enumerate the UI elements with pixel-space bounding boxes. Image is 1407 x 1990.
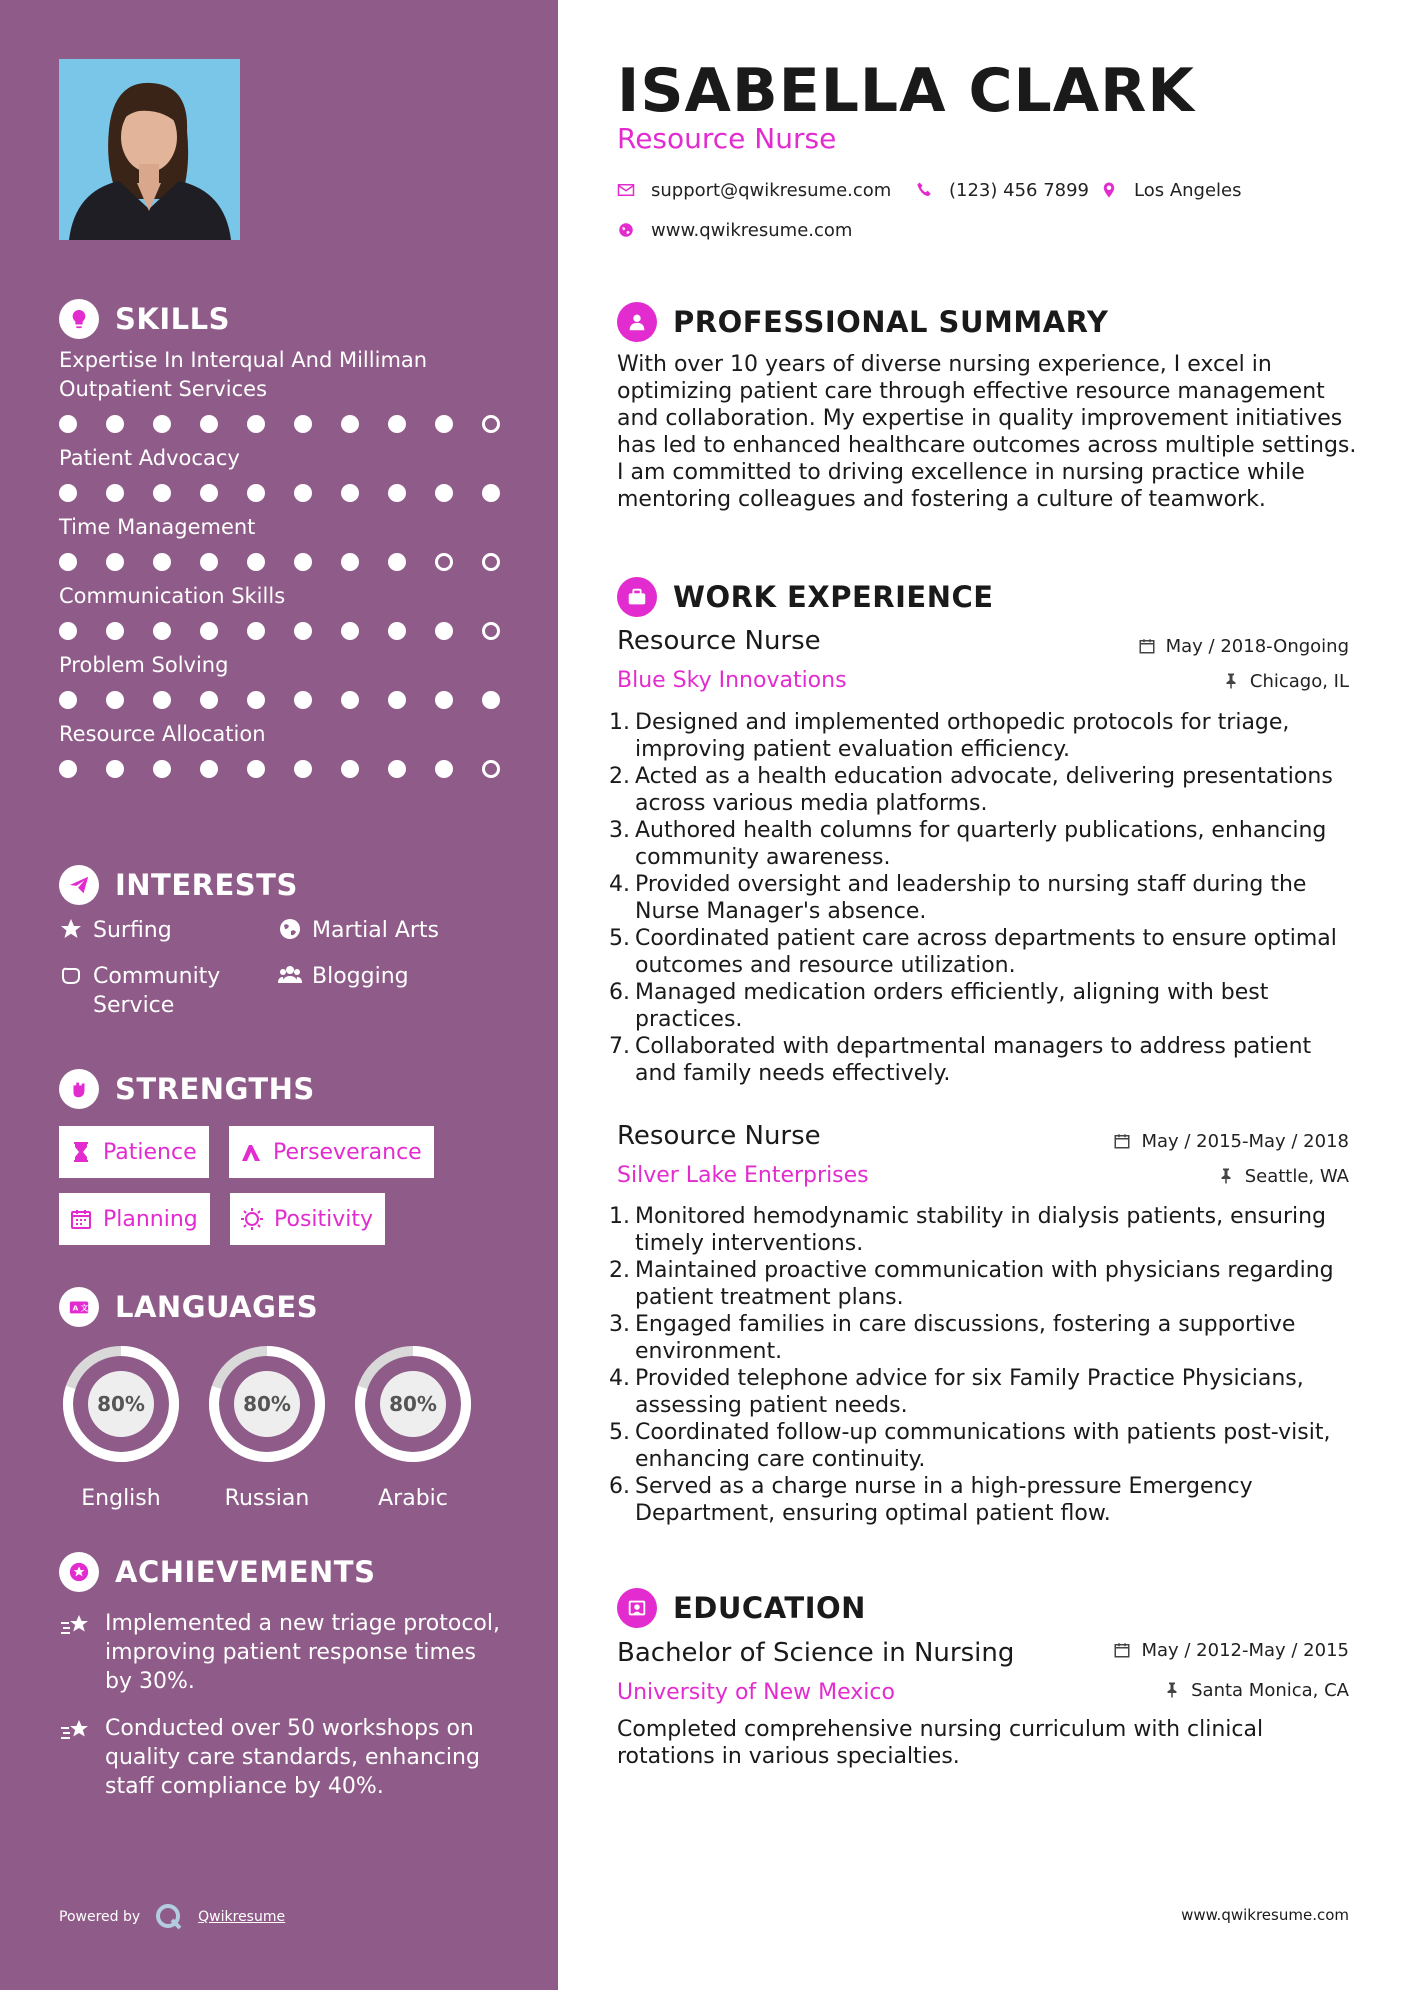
sun-icon bbox=[240, 1207, 264, 1231]
school-name: University of New Mexico bbox=[617, 1680, 895, 1705]
rating-dot bbox=[153, 622, 171, 640]
rating-dot bbox=[59, 415, 77, 433]
strengths-title: STRENGTHS bbox=[115, 1072, 315, 1106]
experience-header: WORK EXPERIENCE bbox=[617, 574, 994, 620]
interest-item: Blogging bbox=[278, 962, 409, 991]
summary-text: With over 10 years of diverse nursing experience, I excel in optimizing patient care through effective resource management and collaboration. My expertise in quality improvement initiatives has led to enhanced healthcare outcomes across multiple settings. I am committed to driving excellence in nursing practice while mentoring colleagues and fostering a culture of teamwork. bbox=[617, 352, 1357, 512]
phone-icon bbox=[915, 181, 935, 201]
rating-dot bbox=[341, 760, 359, 778]
rating-dot bbox=[294, 484, 312, 502]
skills-section bbox=[59, 296, 509, 779]
contact-location: Los Angeles bbox=[1100, 180, 1242, 201]
paper-plane-icon bbox=[59, 865, 99, 905]
lightbulb-icon bbox=[59, 299, 99, 339]
achievement-item bbox=[59, 1714, 509, 1801]
rating-dot bbox=[200, 691, 218, 709]
rating-dot bbox=[59, 553, 77, 571]
rating-dot bbox=[341, 691, 359, 709]
interest-item: Community Service bbox=[59, 962, 259, 1020]
skill-item bbox=[59, 444, 509, 503]
rating-dot bbox=[200, 484, 218, 502]
rating-dot bbox=[247, 415, 265, 433]
calendar-icon bbox=[1138, 637, 1158, 657]
job-company: Blue Sky Innovations bbox=[617, 668, 847, 693]
strength-chip-perseverance: Perseverance bbox=[229, 1126, 434, 1178]
strength-chip-planning: Planning bbox=[59, 1193, 210, 1245]
duty-item: 7. Collaborated with departmental managers to address patient and family needs effectively. bbox=[609, 1034, 1312, 1086]
language-item bbox=[59, 1342, 183, 1511]
rating-dot bbox=[247, 691, 265, 709]
rating-dot bbox=[482, 622, 500, 640]
job-duties bbox=[609, 709, 1359, 1087]
hourglass-icon bbox=[69, 1140, 93, 1164]
duty-item: 1. Monitored hemodynamic stability in dialysis patients, ensuring timely interventions. bbox=[609, 1204, 1327, 1256]
rating-dot bbox=[106, 415, 124, 433]
strength-chip-patience: Patience bbox=[59, 1126, 209, 1178]
map-pin-icon bbox=[1100, 181, 1120, 201]
pushpin-icon bbox=[1163, 1681, 1183, 1701]
skill-name: Time Management bbox=[59, 515, 256, 539]
rating-dot bbox=[388, 622, 406, 640]
rating-dot bbox=[106, 484, 124, 502]
person-icon bbox=[59, 59, 240, 240]
shooting-star-icon bbox=[59, 1611, 93, 1641]
rating-dot bbox=[200, 622, 218, 640]
qwikresume-logo-icon bbox=[154, 1902, 184, 1932]
rating-dot bbox=[106, 691, 124, 709]
job-duties bbox=[609, 1203, 1359, 1527]
skill-name: Communication Skills bbox=[59, 584, 286, 608]
interests-section bbox=[59, 862, 509, 1046]
profile-photo bbox=[59, 59, 240, 240]
skill-item bbox=[59, 720, 509, 779]
pushpin-icon bbox=[1217, 1167, 1237, 1187]
skill-name: Patient Advocacy bbox=[59, 446, 240, 470]
rating-dot bbox=[200, 415, 218, 433]
rating-dot bbox=[59, 760, 77, 778]
skill-rating bbox=[59, 621, 509, 641]
rating-dot bbox=[106, 622, 124, 640]
rating-dot bbox=[294, 760, 312, 778]
rating-dot bbox=[482, 553, 500, 571]
award-star-icon bbox=[59, 1552, 99, 1592]
rating-dot bbox=[247, 760, 265, 778]
job-company: Silver Lake Enterprises bbox=[617, 1163, 869, 1188]
skill-name: Expertise In Interqual And Milliman Outpatient Services bbox=[59, 348, 428, 401]
rating-dot bbox=[388, 484, 406, 502]
rating-dot bbox=[435, 622, 453, 640]
skill-item bbox=[59, 651, 509, 710]
pushpin-icon bbox=[1222, 672, 1242, 692]
duty-item: 4. Provided oversight and leadership to nursing staff during the Nurse Manager's absence. bbox=[609, 872, 1307, 924]
envelope-icon bbox=[617, 181, 637, 201]
rating-dot bbox=[435, 484, 453, 502]
duty-item: 6. Served as a charge nurse in a high-pressure Emergency Department, ensuring optimal patient flow. bbox=[609, 1474, 1253, 1526]
rating-dot bbox=[59, 622, 77, 640]
rating-dot bbox=[435, 760, 453, 778]
achievements-section bbox=[59, 1549, 509, 1801]
globe-icon bbox=[617, 221, 637, 241]
achievements-title: ACHIEVEMENTS bbox=[115, 1555, 376, 1589]
user-icon bbox=[617, 302, 657, 342]
rating-dot bbox=[59, 484, 77, 502]
sidebar bbox=[0, 0, 558, 1990]
skill-item bbox=[59, 513, 509, 572]
powered-by: Powered by Qwikresume bbox=[59, 1902, 285, 1932]
rating-dot bbox=[482, 760, 500, 778]
rating-dot bbox=[200, 553, 218, 571]
degree-title: Bachelor of Science in Nursing bbox=[617, 1638, 1015, 1668]
duty-item: 5. Coordinated follow-up communications with patients post-visit, enhancing care continuity. bbox=[609, 1420, 1331, 1472]
interests-title: INTERESTS bbox=[115, 868, 298, 902]
rating-dot bbox=[435, 691, 453, 709]
star-icon bbox=[59, 917, 85, 943]
candidate-name: ISABELLA CLARK bbox=[617, 56, 1195, 126]
interest-item: Surfing bbox=[59, 916, 172, 945]
summary-header: PROFESSIONAL SUMMARY bbox=[617, 299, 1108, 345]
hiker-icon bbox=[239, 1140, 263, 1164]
rating-dot bbox=[388, 553, 406, 571]
skill-rating bbox=[59, 690, 509, 710]
achievement-text: Conducted over 50 workshops on quality care standards, enhancing staff compliance by 40%. bbox=[105, 1716, 480, 1799]
duty-item: 6. Managed medication orders efficiently, aligning with best practices. bbox=[609, 980, 1269, 1032]
skill-rating bbox=[59, 483, 509, 503]
rating-dot bbox=[341, 415, 359, 433]
duty-item: 3. Engaged families in care discussions, fostering a supportive environment. bbox=[609, 1312, 1296, 1364]
footer-website[interactable]: www.qwikresume.com bbox=[1181, 1906, 1349, 1924]
language-percent: 80% bbox=[97, 1392, 145, 1416]
rating-dot bbox=[200, 760, 218, 778]
calendar-icon bbox=[1113, 1641, 1133, 1661]
skills-title: SKILLS bbox=[115, 302, 230, 336]
skill-name: Resource Allocation bbox=[59, 722, 266, 746]
users-icon bbox=[278, 963, 304, 989]
language-name: Arabic bbox=[378, 1486, 448, 1511]
language-icon bbox=[59, 1287, 99, 1327]
skill-item bbox=[59, 346, 509, 434]
rating-dot bbox=[341, 622, 359, 640]
rating-dot bbox=[435, 415, 453, 433]
rating-dot bbox=[247, 484, 265, 502]
rating-dot bbox=[482, 415, 500, 433]
language-item bbox=[205, 1342, 329, 1511]
shooting-star-icon bbox=[59, 1716, 93, 1746]
rating-dot bbox=[247, 553, 265, 571]
skill-rating bbox=[59, 414, 509, 434]
rating-dot bbox=[482, 691, 500, 709]
qwikresume-link[interactable]: Qwikresume bbox=[198, 1909, 286, 1925]
job-title: Resource Nurse bbox=[617, 626, 821, 656]
contact-phone[interactable]: (123) 456 7899 bbox=[915, 180, 1089, 201]
rating-dot bbox=[106, 760, 124, 778]
language-percent: 80% bbox=[243, 1392, 291, 1416]
achievement-text: Implemented a new triage protocol, improving patient response times by 30%. bbox=[105, 1611, 500, 1694]
language-progress-ring bbox=[205, 1342, 329, 1466]
rating-dot bbox=[341, 553, 359, 571]
candidate-role: Resource Nurse bbox=[617, 122, 837, 155]
duty-item: 5. Coordinated patient care across departments to ensure optimal outcomes and resource utilization. bbox=[609, 926, 1337, 978]
calendar-icon bbox=[69, 1207, 93, 1231]
rating-dot bbox=[388, 691, 406, 709]
strengths-section bbox=[59, 1066, 509, 1266]
skill-rating bbox=[59, 759, 509, 779]
rating-dot bbox=[294, 553, 312, 571]
rating-dot bbox=[294, 691, 312, 709]
job-dates: May / 2015-May / 2018 bbox=[1113, 1131, 1349, 1152]
rating-dot bbox=[106, 553, 124, 571]
education-dates: May / 2012-May / 2015 bbox=[1113, 1640, 1349, 1661]
rating-dot bbox=[294, 622, 312, 640]
rating-dot bbox=[153, 760, 171, 778]
rating-dot bbox=[435, 553, 453, 571]
rating-dot bbox=[388, 415, 406, 433]
rating-dot bbox=[247, 622, 265, 640]
hand-icon bbox=[59, 963, 85, 989]
duty-item: 2. Acted as a health education advocate, delivering presentations across various media platforms. bbox=[609, 764, 1333, 816]
rating-dot bbox=[482, 484, 500, 502]
education-description: Completed comprehensive nursing curriculum with clinical rotations in various specialties. bbox=[617, 1717, 1264, 1769]
skill-rating bbox=[59, 552, 509, 572]
duty-item: 4. Provided telephone advice for six Family Practice Physicians, assessing patient needs. bbox=[609, 1366, 1304, 1418]
skill-name: Problem Solving bbox=[59, 653, 229, 677]
achievement-item bbox=[59, 1609, 509, 1696]
job-dates: May / 2018-Ongoing bbox=[1138, 636, 1349, 657]
interests-list bbox=[59, 916, 509, 1046]
briefcase-icon bbox=[617, 577, 657, 617]
calendar-icon bbox=[1113, 1132, 1133, 1152]
education-header: EDUCATION bbox=[617, 1585, 866, 1631]
rating-dot bbox=[294, 415, 312, 433]
language-percent: 80% bbox=[389, 1392, 437, 1416]
rating-dot bbox=[153, 691, 171, 709]
svg-text:A 文: A 文 bbox=[72, 1303, 89, 1313]
duty-item: 2. Maintained proactive communication with physicians regarding patient treatment plans. bbox=[609, 1258, 1334, 1310]
job-location: Chicago, IL bbox=[1222, 671, 1349, 692]
job-title: Resource Nurse bbox=[617, 1121, 821, 1151]
rating-dot bbox=[388, 760, 406, 778]
rating-dot bbox=[153, 415, 171, 433]
languages-title: LANGUAGES bbox=[115, 1290, 319, 1324]
language-name: English bbox=[81, 1486, 161, 1511]
language-progress-ring bbox=[351, 1342, 475, 1466]
language-progress-ring bbox=[59, 1342, 183, 1466]
job-location: Seattle, WA bbox=[1217, 1166, 1349, 1187]
rating-dot bbox=[153, 484, 171, 502]
fist-icon bbox=[59, 1069, 99, 1109]
skill-item bbox=[59, 582, 509, 641]
rating-dot bbox=[59, 691, 77, 709]
rating-dot bbox=[153, 553, 171, 571]
globe-icon bbox=[278, 917, 304, 943]
interest-item: Martial Arts bbox=[278, 916, 439, 945]
rating-dot bbox=[341, 484, 359, 502]
education-location: Santa Monica, CA bbox=[1163, 1680, 1349, 1701]
contact-website[interactable]: www.qwikresume.com bbox=[617, 220, 852, 241]
language-name: Russian bbox=[224, 1486, 310, 1511]
contact-email[interactable]: support@qwikresume.com bbox=[617, 180, 891, 201]
language-item bbox=[351, 1342, 475, 1511]
duty-item: 1. Designed and implemented orthopedic protocols for triage, improving patient evaluation efficiency. bbox=[609, 710, 1290, 762]
duty-item: 3. Authored health columns for quarterly publications, enhancing community awareness. bbox=[609, 818, 1327, 870]
graduation-icon bbox=[617, 1588, 657, 1628]
strength-chip-positivity: Positivity bbox=[230, 1193, 385, 1245]
languages-section bbox=[59, 1284, 509, 1514]
